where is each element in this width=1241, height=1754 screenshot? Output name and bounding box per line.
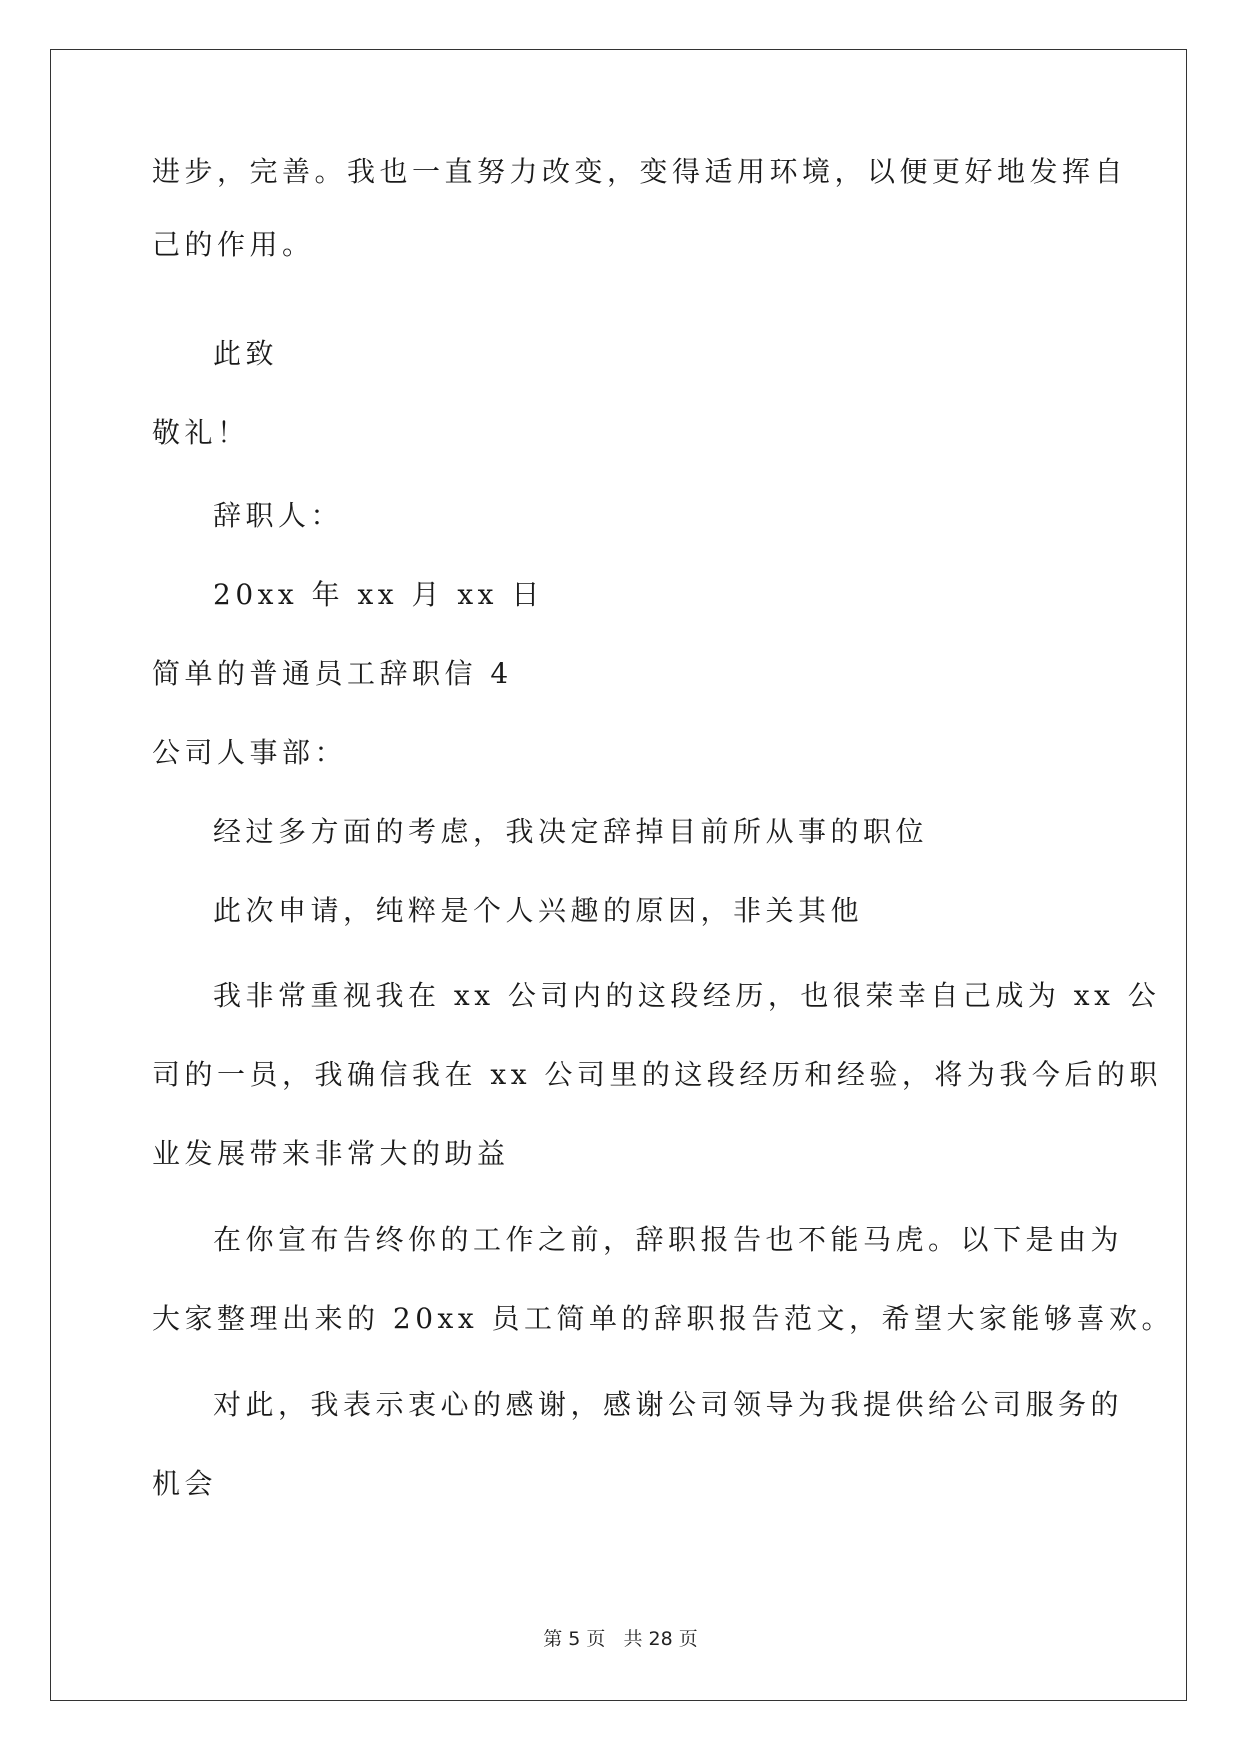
paragraph-line: 我非常重视我在 xx 公司内的这段经历，也很荣幸自己成为 xx 公: [213, 979, 1161, 1012]
salutation-line: 敬礼！: [152, 416, 250, 449]
total-page-count: 共 28 页: [623, 1628, 698, 1650]
salutation-line: 此致: [213, 337, 279, 370]
section-heading: 简单的普通员工辞职信 4: [152, 657, 513, 690]
signature-label: 辞职人：: [213, 499, 344, 532]
paragraph-line: 进步，完善。我也一直努力改变，变得适用环境，以便更好地发挥自: [152, 155, 1128, 188]
paragraph-line: 业发展带来非常大的助益: [152, 1137, 510, 1170]
paragraph-line: 大家整理出来的 20xx 员工简单的辞职报告范文，希望大家能够喜欢。: [152, 1302, 1175, 1335]
paragraph-line: 经过多方面的考虑，我决定辞掉目前所从事的职位: [213, 815, 929, 848]
recipient-line: 公司人事部：: [152, 736, 348, 769]
paragraph-line: 此次申请，纯粹是个人兴趣的原因，非关其他: [213, 894, 864, 927]
paragraph-line: 对此，我表示衷心的感谢，感谢公司领导为我提供给公司服务的: [213, 1388, 1124, 1421]
paragraph-line: 己的作用。: [152, 228, 315, 261]
page-border: [50, 49, 1187, 1701]
paragraph-line: 在你宣布告终你的工作之前，辞职报告也不能马虎。以下是由为: [213, 1223, 1124, 1256]
current-page-number: 第 5 页: [543, 1628, 606, 1650]
date-line: 20xx 年 xx 月 xx 日: [213, 578, 544, 611]
paragraph-line: 机会: [152, 1467, 218, 1500]
page-footer: [0, 1627, 1241, 1651]
paragraph-line: 司的一员，我确信我在 xx 公司里的这段经历和经验，将为我今后的职: [152, 1058, 1162, 1091]
